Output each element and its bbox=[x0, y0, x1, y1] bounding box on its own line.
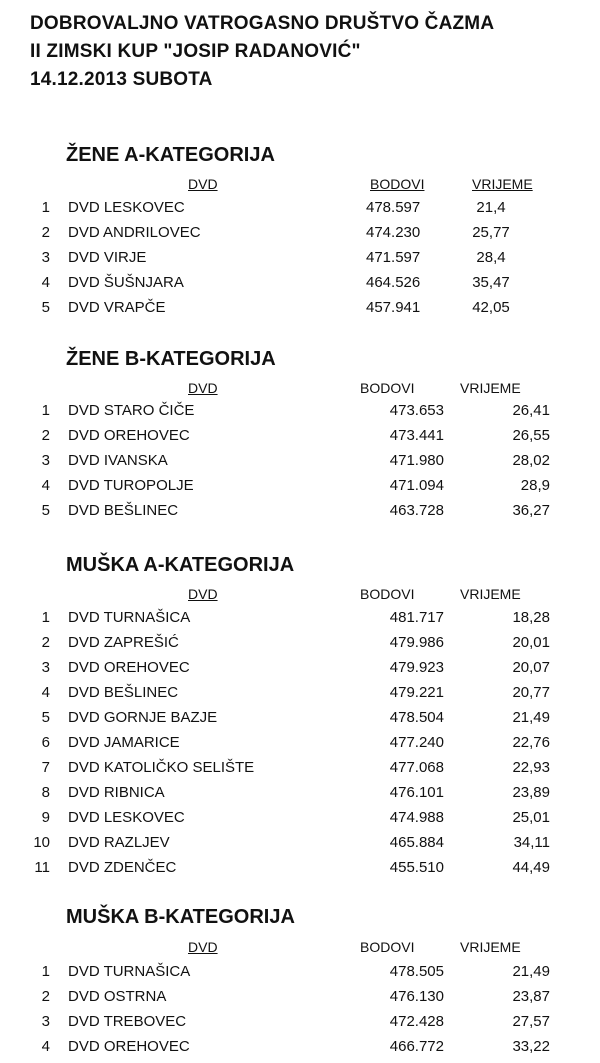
time-cell: 33,22 bbox=[512, 1038, 550, 1055]
team-name-cell: DVD TREBOVEC bbox=[68, 1013, 187, 1030]
time-cell: 27,57 bbox=[512, 1013, 550, 1030]
table-row bbox=[0, 963, 600, 988]
team-name-cell: DVD JAMARICE bbox=[68, 734, 180, 751]
table-row bbox=[0, 784, 600, 809]
time-cell: 21,49 bbox=[512, 963, 550, 980]
section-title: ŽENE A-KATEGORIJA bbox=[66, 144, 275, 166]
document-header bbox=[30, 10, 494, 94]
points-cell: 455.510 bbox=[389, 859, 444, 876]
rank-cell: 9 bbox=[41, 809, 50, 826]
points-cell: 471.094 bbox=[389, 477, 444, 494]
column-header-team: DVD bbox=[188, 586, 218, 602]
time-cell: 26,41 bbox=[512, 402, 550, 419]
team-name-cell: DVD RIBNICA bbox=[68, 784, 165, 801]
team-name-cell: DVD ZDENČEC bbox=[68, 859, 177, 876]
competition-date: 14.12.2013 SUBOTA bbox=[30, 69, 213, 90]
column-header-time: VRIJEME bbox=[460, 939, 521, 955]
time-cell: 26,55 bbox=[512, 427, 550, 444]
points-cell: 476.101 bbox=[389, 784, 444, 801]
points-cell: 457.941 bbox=[366, 299, 421, 316]
time-cell: 20,07 bbox=[512, 659, 550, 676]
points-cell: 477.068 bbox=[389, 759, 444, 776]
time-cell: 18,28 bbox=[512, 609, 550, 626]
rank-cell: 5 bbox=[41, 299, 50, 316]
rank-cell: 2 bbox=[41, 224, 50, 241]
rank-cell: 7 bbox=[41, 759, 50, 776]
time-cell: 23,87 bbox=[512, 988, 550, 1005]
table-row bbox=[0, 402, 600, 427]
points-cell: 472.428 bbox=[389, 1013, 444, 1030]
table-row bbox=[0, 859, 600, 884]
time-cell: 25,77 bbox=[472, 224, 510, 241]
points-cell: 465.884 bbox=[389, 834, 444, 851]
table-row bbox=[0, 709, 600, 734]
table-row bbox=[0, 274, 600, 299]
rank-cell: 1 bbox=[41, 402, 50, 419]
rank-cell: 4 bbox=[41, 477, 50, 494]
column-headers bbox=[0, 176, 600, 196]
column-header-time: VRIJEME bbox=[460, 380, 521, 396]
rank-cell: 1 bbox=[41, 199, 50, 216]
rank-cell: 5 bbox=[41, 709, 50, 726]
table-row bbox=[0, 659, 600, 684]
rank-cell: 1 bbox=[41, 609, 50, 626]
time-cell: 35,47 bbox=[472, 274, 510, 291]
table-row bbox=[0, 477, 600, 502]
rank-cell: 3 bbox=[41, 452, 50, 469]
team-name-cell: DVD TURNAŠICA bbox=[68, 963, 191, 980]
table-row bbox=[0, 1038, 600, 1063]
table-row bbox=[0, 199, 600, 224]
time-cell: 22,93 bbox=[512, 759, 550, 776]
time-cell: 21,49 bbox=[512, 709, 550, 726]
time-cell: 42,05 bbox=[472, 299, 510, 316]
rank-cell: 2 bbox=[41, 988, 50, 1005]
table-row bbox=[0, 224, 600, 249]
table-row bbox=[0, 427, 600, 452]
rank-cell: 2 bbox=[41, 427, 50, 444]
points-cell: 479.923 bbox=[389, 659, 444, 676]
team-name-cell: DVD LESKOVEC bbox=[68, 809, 185, 826]
column-header-team: DVD bbox=[188, 939, 218, 955]
table-row bbox=[0, 684, 600, 709]
time-cell: 20,77 bbox=[512, 684, 550, 701]
time-cell: 20,01 bbox=[512, 634, 550, 651]
points-cell: 477.240 bbox=[389, 734, 444, 751]
team-name-cell: DVD OREHOVEC bbox=[68, 659, 190, 676]
table-row bbox=[0, 809, 600, 834]
rank-cell: 1 bbox=[41, 963, 50, 980]
table-row bbox=[0, 834, 600, 859]
rank-cell: 11 bbox=[34, 859, 50, 876]
team-name-cell: DVD LESKOVEC bbox=[68, 199, 185, 216]
time-cell: 23,89 bbox=[512, 784, 550, 801]
team-name-cell: DVD ANDRILOVEC bbox=[68, 224, 201, 241]
table-row bbox=[0, 502, 600, 527]
results-rows bbox=[0, 963, 600, 1063]
team-name-cell: DVD OSTRNA bbox=[68, 988, 167, 1005]
points-cell: 471.980 bbox=[389, 452, 444, 469]
column-headers bbox=[0, 380, 600, 400]
column-header-time: VRIJEME bbox=[472, 176, 533, 192]
points-cell: 478.504 bbox=[389, 709, 444, 726]
points-cell: 471.597 bbox=[366, 249, 421, 266]
rank-cell: 5 bbox=[41, 502, 50, 519]
column-header-time: VRIJEME bbox=[460, 586, 521, 602]
time-cell: 28,02 bbox=[512, 452, 550, 469]
team-name-cell: DVD RAZLJEV bbox=[68, 834, 170, 851]
rank-cell: 4 bbox=[41, 274, 50, 291]
section-title: MUŠKA A-KATEGORIJA bbox=[66, 554, 295, 576]
time-cell: 28,4 bbox=[476, 249, 506, 266]
column-headers bbox=[0, 939, 600, 959]
column-header-team: DVD bbox=[188, 176, 218, 192]
rank-cell: 2 bbox=[41, 634, 50, 651]
section-title: ŽENE B-KATEGORIJA bbox=[66, 348, 276, 370]
points-cell: 473.441 bbox=[389, 427, 444, 444]
rank-cell: 3 bbox=[41, 1013, 50, 1030]
column-header-points: BODOVI bbox=[360, 939, 415, 955]
team-name-cell: DVD TUROPOLJE bbox=[68, 477, 194, 494]
team-name-cell: DVD STARO ČIČE bbox=[68, 402, 195, 419]
table-row bbox=[0, 299, 600, 324]
time-cell: 22,76 bbox=[512, 734, 550, 751]
time-cell: 34,11 bbox=[513, 834, 550, 851]
table-row bbox=[0, 988, 600, 1013]
organization-title: DOBROVALJNO VATROGASNO DRUŠTVO ČAZMA bbox=[30, 13, 495, 34]
points-cell: 474.988 bbox=[389, 809, 444, 826]
team-name-cell: DVD GORNJE BAZJE bbox=[68, 709, 218, 726]
points-cell: 466.772 bbox=[389, 1038, 444, 1055]
table-row bbox=[0, 1013, 600, 1038]
team-name-cell: DVD IVANSKA bbox=[68, 452, 168, 469]
results-rows bbox=[0, 402, 600, 527]
table-row bbox=[0, 759, 600, 784]
points-cell: 479.986 bbox=[389, 634, 444, 651]
team-name-cell: DVD KATOLIČKO SELIŠTE bbox=[68, 759, 255, 776]
rank-cell: 4 bbox=[41, 1038, 50, 1055]
column-header-points: BODOVI bbox=[370, 176, 425, 192]
table-row bbox=[0, 609, 600, 634]
team-name-cell: DVD VRAPČE bbox=[68, 299, 166, 316]
rank-cell: 8 bbox=[41, 784, 50, 801]
column-header-team: DVD bbox=[188, 380, 218, 396]
points-cell: 479.221 bbox=[389, 684, 444, 701]
points-cell: 481.717 bbox=[389, 609, 444, 626]
points-cell: 476.130 bbox=[389, 988, 444, 1005]
points-cell: 473.653 bbox=[389, 402, 444, 419]
rank-cell: 3 bbox=[41, 659, 50, 676]
column-header-points: BODOVI bbox=[360, 380, 415, 396]
team-name-cell: DVD ZAPREŠIĆ bbox=[68, 634, 179, 651]
points-cell: 464.526 bbox=[366, 274, 421, 291]
results-rows bbox=[0, 199, 600, 324]
competition-title: II ZIMSKI KUP "JOSIP RADANOVIĆ" bbox=[30, 41, 361, 62]
time-cell: 28,9 bbox=[520, 477, 550, 494]
section-title: MUŠKA B-KATEGORIJA bbox=[66, 906, 295, 928]
rank-cell: 6 bbox=[41, 734, 50, 751]
time-cell: 36,27 bbox=[512, 502, 550, 519]
rank-cell: 10 bbox=[33, 834, 50, 851]
points-cell: 478.597 bbox=[366, 199, 421, 216]
team-name-cell: DVD TURNAŠICA bbox=[68, 609, 191, 626]
table-row bbox=[0, 249, 600, 274]
table-row bbox=[0, 634, 600, 659]
team-name-cell: DVD OREHOVEC bbox=[68, 427, 190, 444]
points-cell: 474.230 bbox=[366, 224, 421, 241]
points-cell: 463.728 bbox=[389, 502, 444, 519]
table-row bbox=[0, 734, 600, 759]
time-cell: 44,49 bbox=[512, 859, 550, 876]
time-cell: 21,4 bbox=[476, 199, 506, 216]
rank-cell: 4 bbox=[41, 684, 50, 701]
table-row bbox=[0, 452, 600, 477]
team-name-cell: DVD BEŠLINEC bbox=[68, 502, 179, 519]
time-cell: 25,01 bbox=[512, 809, 550, 826]
column-headers bbox=[0, 586, 600, 606]
team-name-cell: DVD BEŠLINEC bbox=[68, 684, 179, 701]
column-header-points: BODOVI bbox=[360, 586, 415, 602]
points-cell: 478.505 bbox=[389, 963, 444, 980]
team-name-cell: DVD OREHOVEC bbox=[68, 1038, 190, 1055]
results-rows bbox=[0, 609, 600, 884]
team-name-cell: DVD VIRJE bbox=[68, 249, 147, 266]
rank-cell: 3 bbox=[41, 249, 50, 266]
team-name-cell: DVD ŠUŠNJARA bbox=[68, 274, 184, 291]
